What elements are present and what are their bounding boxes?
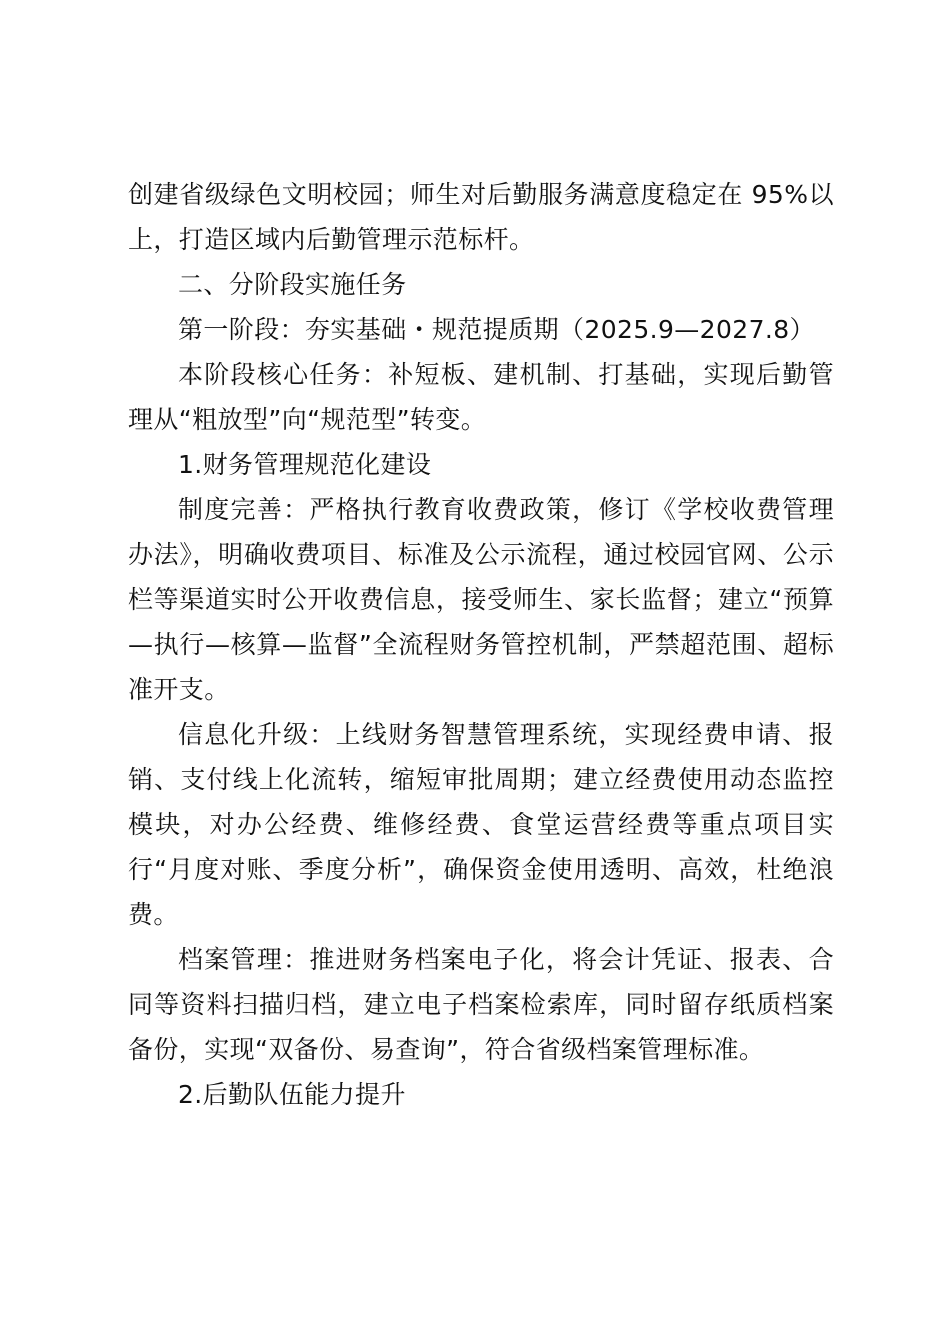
paragraph-archive-management: 档案管理：推进财务档案电子化，将会计凭证、报表、合同等资料扫描归档，建立电子档案检索库，同时留存纸质档案备份，实现“双备份、易查询”，符合省级档案管理标准。	[128, 945, 834, 1064]
section-heading: 二、分阶段实施任务	[178, 270, 407, 299]
document-body	[128, 172, 834, 1117]
paragraph-informatization: 信息化升级：上线财务智慧管理系统，实现经费申请、报销、支付线上化流转，缩短审批周期；建立经费使用动态监控模块，对办公经费、维修经费、食堂运营经费等重点项目实行“月度对账、季度分析”，确保资金使用透明、高效，杜绝浪费。	[128, 720, 834, 929]
subsection-heading-team: 2.后勤队伍能力提升	[178, 1080, 406, 1109]
paragraph-continuation: 创建省级绿色文明校园；师生对后勤服务满意度稳定在 95%以上，打造区域内后勤管理示范标杆。	[128, 180, 834, 254]
paragraph-system-improvement: 制度完善：严格执行教育收费政策，修订《学校收费管理办法》，明确收费项目、标准及公示流程，通过校园官网、公示栏等渠道实时公开收费信息，接受师生、家长监督；建立“预算—执行—核算—监督”全流程财务管控机制，严禁超范围、超标准开支。	[128, 495, 834, 704]
paragraph-core-tasks: 本阶段核心任务：补短板、建机制、打基础，实现后勤管理从“粗放型”向“规范型”转变。	[128, 360, 834, 434]
stage-heading: 第一阶段：夯实基础・规范提质期（2025.9—2027.8）	[178, 315, 815, 344]
subsection-heading-finance: 1.财务管理规范化建设	[178, 450, 432, 479]
